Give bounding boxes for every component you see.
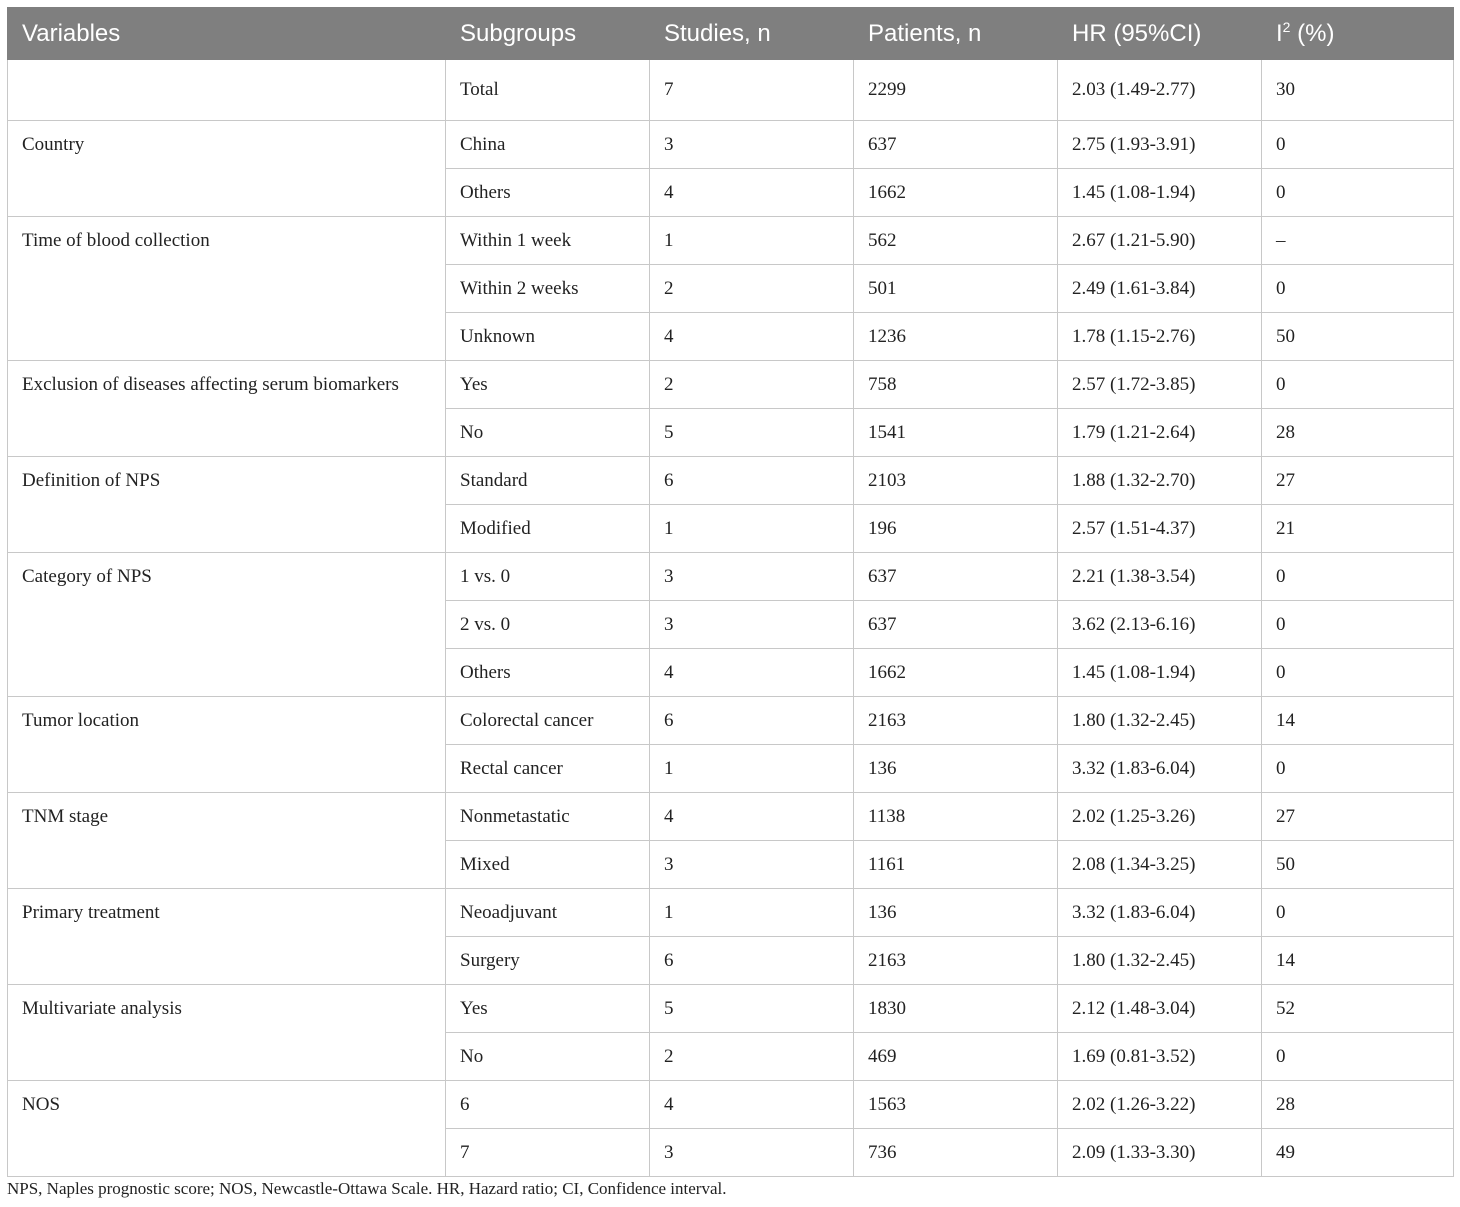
- subgroup-cell: Colorectal cancer: [446, 697, 650, 745]
- patients-cell: 1236: [854, 313, 1058, 361]
- studies-cell: 4: [650, 169, 854, 217]
- i2-cell: –: [1262, 217, 1454, 265]
- studies-cell: 6: [650, 937, 854, 985]
- hr-cell: 1.80 (1.32-2.45): [1058, 697, 1262, 745]
- subgroup-cell: 2 vs. 0: [446, 601, 650, 649]
- hr-cell: 3.32 (1.83-6.04): [1058, 745, 1262, 793]
- subgroup-cell: Rectal cancer: [446, 745, 650, 793]
- subgroup-cell: Within 2 weeks: [446, 265, 650, 313]
- studies-cell: 4: [650, 649, 854, 697]
- patients-cell: 637: [854, 553, 1058, 601]
- subgroup-cell: Yes: [446, 985, 650, 1033]
- subgroup-analysis-table: [7, 7, 1454, 1177]
- hr-cell: 1.88 (1.32-2.70): [1058, 457, 1262, 505]
- studies-cell: 2: [650, 1033, 854, 1081]
- variable-cell: Country: [8, 121, 446, 217]
- studies-cell: 4: [650, 793, 854, 841]
- hr-cell: 1.78 (1.15-2.76): [1058, 313, 1262, 361]
- header-i2-base: I: [1276, 19, 1283, 47]
- table-row: [8, 457, 1454, 505]
- studies-cell: 3: [650, 121, 854, 169]
- studies-cell: 3: [650, 1129, 854, 1177]
- i2-cell: 0: [1262, 265, 1454, 313]
- table-body: [8, 60, 1454, 1177]
- hr-cell: 2.67 (1.21-5.90): [1058, 217, 1262, 265]
- patients-cell: 2163: [854, 697, 1058, 745]
- hr-cell: 2.75 (1.93-3.91): [1058, 121, 1262, 169]
- header-subgroups: Subgroups: [446, 8, 650, 60]
- table-header: [8, 8, 1454, 60]
- patients-cell: 1662: [854, 649, 1058, 697]
- subgroup-cell: 6: [446, 1081, 650, 1129]
- subgroup-cell: Neoadjuvant: [446, 889, 650, 937]
- patients-cell: 1161: [854, 841, 1058, 889]
- subgroup-cell: Total: [446, 60, 650, 121]
- patients-cell: 136: [854, 745, 1058, 793]
- i2-cell: 0: [1262, 889, 1454, 937]
- subgroup-cell: Modified: [446, 505, 650, 553]
- table-row: [8, 60, 1454, 121]
- hr-cell: 2.08 (1.34-3.25): [1058, 841, 1262, 889]
- variable-cell: Time of blood collection: [8, 217, 446, 361]
- table-row: [8, 121, 1454, 169]
- patients-cell: 2299: [854, 60, 1058, 121]
- hr-cell: 1.79 (1.21-2.64): [1058, 409, 1262, 457]
- patients-cell: 1662: [854, 169, 1058, 217]
- i2-cell: 0: [1262, 745, 1454, 793]
- i2-cell: 0: [1262, 361, 1454, 409]
- i2-cell: 0: [1262, 649, 1454, 697]
- hr-cell: 3.32 (1.83-6.04): [1058, 889, 1262, 937]
- patients-cell: 637: [854, 121, 1058, 169]
- i2-cell: 50: [1262, 841, 1454, 889]
- studies-cell: 5: [650, 409, 854, 457]
- table-row: [8, 553, 1454, 601]
- studies-cell: 1: [650, 745, 854, 793]
- subgroup-cell: Mixed: [446, 841, 650, 889]
- patients-cell: 469: [854, 1033, 1058, 1081]
- table-row: [8, 793, 1454, 841]
- subgroup-cell: 1 vs. 0: [446, 553, 650, 601]
- subgroup-cell: Within 1 week: [446, 217, 650, 265]
- studies-cell: 3: [650, 601, 854, 649]
- i2-cell: 49: [1262, 1129, 1454, 1177]
- patients-cell: 196: [854, 505, 1058, 553]
- patients-cell: 2163: [854, 937, 1058, 985]
- subgroup-cell: China: [446, 121, 650, 169]
- subgroup-cell: Surgery: [446, 937, 650, 985]
- studies-cell: 3: [650, 553, 854, 601]
- table-row: [8, 1081, 1454, 1129]
- i2-cell: 0: [1262, 169, 1454, 217]
- header-row: [8, 8, 1454, 60]
- i2-cell: 50: [1262, 313, 1454, 361]
- variable-cell: Definition of NPS: [8, 457, 446, 553]
- patients-cell: 1138: [854, 793, 1058, 841]
- variable-cell: Multivariate analysis: [8, 985, 446, 1081]
- i2-cell: 30: [1262, 60, 1454, 121]
- patients-cell: 136: [854, 889, 1058, 937]
- patients-cell: 758: [854, 361, 1058, 409]
- studies-cell: 7: [650, 60, 854, 121]
- hr-cell: 1.69 (0.81-3.52): [1058, 1033, 1262, 1081]
- header-i2-suffix: (%): [1290, 19, 1335, 47]
- hr-cell: 2.03 (1.49-2.77): [1058, 60, 1262, 121]
- studies-cell: 6: [650, 697, 854, 745]
- i2-cell: 28: [1262, 1081, 1454, 1129]
- studies-cell: 4: [650, 313, 854, 361]
- hr-cell: 2.57 (1.51-4.37): [1058, 505, 1262, 553]
- subgroup-cell: Yes: [446, 361, 650, 409]
- i2-cell: 0: [1262, 121, 1454, 169]
- subgroup-cell: Nonmetastatic: [446, 793, 650, 841]
- table-row: [8, 697, 1454, 745]
- patients-cell: 1563: [854, 1081, 1058, 1129]
- subgroup-cell: Standard: [446, 457, 650, 505]
- header-variables: Variables: [8, 8, 446, 60]
- header-i2: [1262, 8, 1454, 60]
- header-patients: Patients, n: [854, 8, 1058, 60]
- subgroup-cell: No: [446, 1033, 650, 1081]
- table-footnote: NPS, Naples prognostic score; NOS, Newcastle-Ottawa Scale. HR, Hazard ratio; CI, Confidence interval.: [7, 1179, 727, 1198]
- hr-cell: 1.45 (1.08-1.94): [1058, 649, 1262, 697]
- studies-cell: 1: [650, 505, 854, 553]
- hr-cell: 2.02 (1.26-3.22): [1058, 1081, 1262, 1129]
- hr-cell: 2.57 (1.72-3.85): [1058, 361, 1262, 409]
- studies-cell: 5: [650, 985, 854, 1033]
- studies-cell: 4: [650, 1081, 854, 1129]
- patients-cell: 736: [854, 1129, 1058, 1177]
- i2-cell: 14: [1262, 937, 1454, 985]
- hr-cell: 2.21 (1.38-3.54): [1058, 553, 1262, 601]
- subgroup-cell: No: [446, 409, 650, 457]
- patients-cell: 2103: [854, 457, 1058, 505]
- subgroup-cell: Others: [446, 649, 650, 697]
- variable-cell: Category of NPS: [8, 553, 446, 697]
- variable-cell: NOS: [8, 1081, 446, 1177]
- hr-cell: 2.49 (1.61-3.84): [1058, 265, 1262, 313]
- hr-cell: 2.09 (1.33-3.30): [1058, 1129, 1262, 1177]
- i2-cell: 21: [1262, 505, 1454, 553]
- table-row: [8, 985, 1454, 1033]
- variable-cell: [8, 60, 446, 121]
- table-row: [8, 217, 1454, 265]
- patients-cell: 1830: [854, 985, 1058, 1033]
- hr-cell: 3.62 (2.13-6.16): [1058, 601, 1262, 649]
- subgroup-cell: 7: [446, 1129, 650, 1177]
- variable-cell: TNM stage: [8, 793, 446, 889]
- i2-cell: 0: [1262, 553, 1454, 601]
- i2-cell: 0: [1262, 601, 1454, 649]
- variable-cell: Tumor location: [8, 697, 446, 793]
- patients-cell: 501: [854, 265, 1058, 313]
- header-hr: HR (95%CI): [1058, 8, 1262, 60]
- subgroup-analysis-table-container: [7, 7, 1453, 1177]
- studies-cell: 2: [650, 265, 854, 313]
- table-row: [8, 889, 1454, 937]
- header-studies: Studies, n: [650, 8, 854, 60]
- variable-cell: Exclusion of diseases affecting serum biomarkers: [8, 361, 446, 457]
- i2-cell: 52: [1262, 985, 1454, 1033]
- studies-cell: 1: [650, 889, 854, 937]
- studies-cell: 6: [650, 457, 854, 505]
- studies-cell: 3: [650, 841, 854, 889]
- i2-cell: 27: [1262, 457, 1454, 505]
- studies-cell: 2: [650, 361, 854, 409]
- table-row: [8, 361, 1454, 409]
- hr-cell: 2.02 (1.25-3.26): [1058, 793, 1262, 841]
- hr-cell: 1.45 (1.08-1.94): [1058, 169, 1262, 217]
- patients-cell: 1541: [854, 409, 1058, 457]
- i2-cell: 14: [1262, 697, 1454, 745]
- hr-cell: 1.80 (1.32-2.45): [1058, 937, 1262, 985]
- variable-cell: Primary treatment: [8, 889, 446, 985]
- subgroup-cell: Unknown: [446, 313, 650, 361]
- i2-cell: 28: [1262, 409, 1454, 457]
- i2-cell: 27: [1262, 793, 1454, 841]
- studies-cell: 1: [650, 217, 854, 265]
- subgroup-cell: Others: [446, 169, 650, 217]
- i2-cell: 0: [1262, 1033, 1454, 1081]
- patients-cell: 562: [854, 217, 1058, 265]
- header-i2-superscript: 2: [1282, 18, 1291, 35]
- patients-cell: 637: [854, 601, 1058, 649]
- hr-cell: 2.12 (1.48-3.04): [1058, 985, 1262, 1033]
